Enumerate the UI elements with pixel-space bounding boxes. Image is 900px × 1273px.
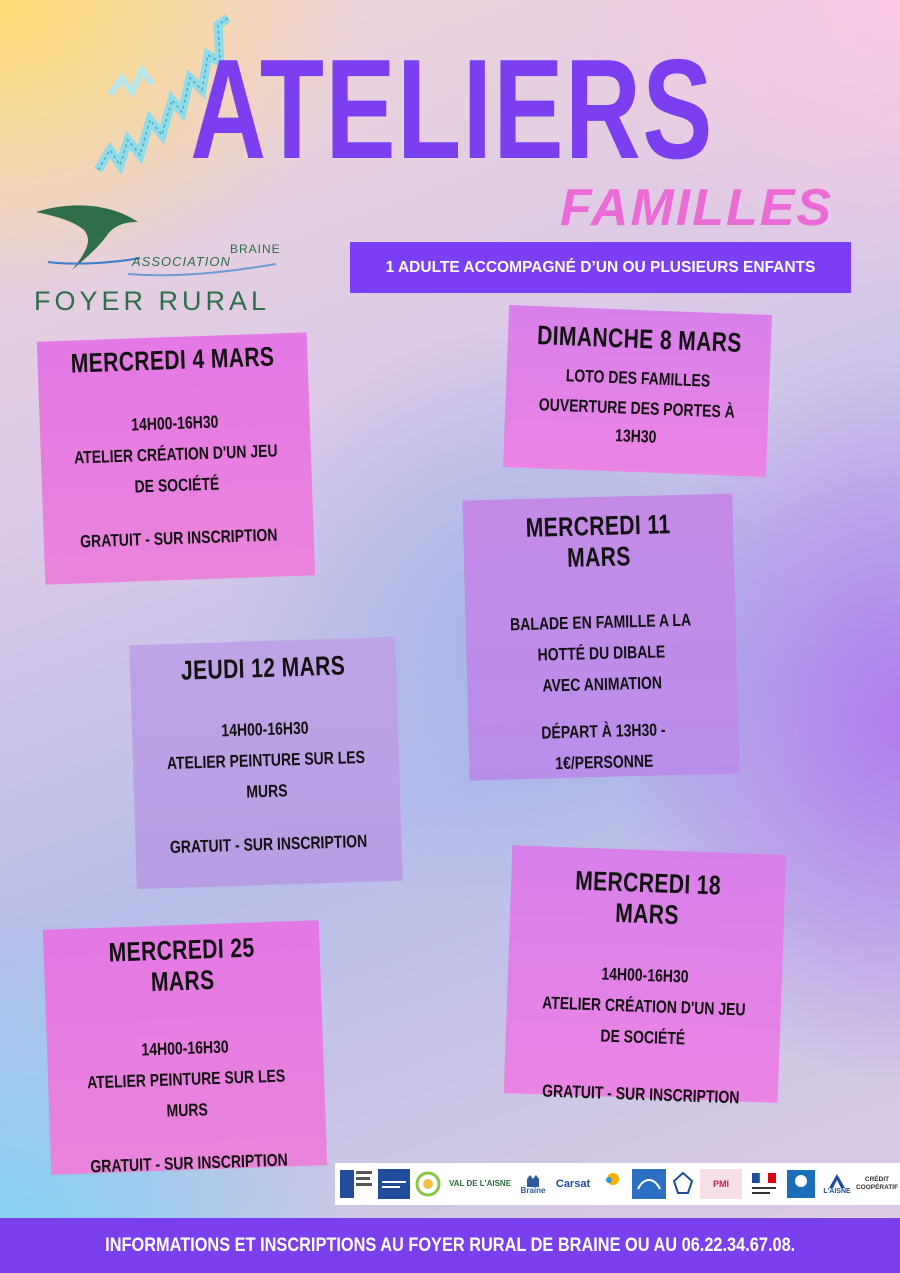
event-line: MURS bbox=[166, 1099, 209, 1121]
event-note: DÉPART À 13H30 - bbox=[541, 719, 666, 743]
event-line: DE SOCIÉTÉ bbox=[134, 473, 220, 497]
foyer-rural-logo bbox=[28, 200, 298, 320]
event-card-mercredi-11-mars bbox=[462, 494, 739, 781]
event-line: ATELIER CRÉATION D'UN JEU bbox=[541, 992, 746, 1020]
aisne-logo-text: L'AISNE bbox=[823, 1188, 851, 1195]
event-note: GRATUIT - SUR INSCRIPTION bbox=[90, 1149, 288, 1177]
republique-logo bbox=[747, 1169, 781, 1199]
event-note: GRATUIT - SUR INSCRIPTION bbox=[79, 524, 278, 552]
agence-logo bbox=[599, 1169, 627, 1199]
event-line: 13H30 bbox=[614, 425, 657, 447]
caf-logo bbox=[786, 1169, 816, 1199]
event-date: MERCREDI 11 MARS bbox=[525, 509, 671, 573]
msa-logo bbox=[339, 1169, 373, 1199]
carsat-logo: Carsat bbox=[555, 1178, 591, 1190]
page-title: ATELIERS bbox=[190, 30, 714, 189]
logo-braine-text: BRAINE bbox=[230, 242, 281, 256]
footer-info-bar bbox=[0, 1218, 900, 1273]
region-logo bbox=[671, 1169, 695, 1199]
page-subtitle: FAMILLES bbox=[560, 179, 834, 237]
event-note: 1€/PERSONNE bbox=[555, 750, 654, 774]
event-line: 14H00-16H30 bbox=[601, 963, 689, 987]
event-card-mercredi-18-mars bbox=[504, 845, 786, 1108]
parentalite-logo bbox=[632, 1169, 666, 1199]
event-date: JEUDI 12 MARS bbox=[180, 650, 346, 686]
event-card-mercredi-25-mars bbox=[43, 920, 327, 1177]
event-date: MERCREDI 25 MARS bbox=[108, 932, 256, 998]
event-line: 14H00-16H30 bbox=[221, 717, 309, 741]
braine-logo-text: Braine bbox=[520, 1186, 546, 1195]
event-line: MURS bbox=[245, 780, 288, 802]
event-note: GRATUIT - SUR INSCRIPTION bbox=[541, 1080, 740, 1108]
logo-foyer-text: FOYER RURAL bbox=[34, 286, 271, 316]
fondation-de-france-logo bbox=[378, 1169, 410, 1199]
event-line: OUVERTURE DES PORTES À bbox=[538, 394, 736, 422]
event-line: LOTO DES FAMILLES bbox=[565, 365, 711, 391]
event-line: DE SOCIÉTÉ bbox=[600, 1025, 686, 1049]
aisne-logo bbox=[821, 1169, 853, 1199]
footer-text: INFORMATIONS ET INSCRIPTIONS AU FOYER RURAL DE BRAINE OU AU 06.22.34.67.08. bbox=[104, 1234, 796, 1256]
event-line: HOTTÉ DU DIBALE bbox=[537, 641, 666, 665]
event-line: ATELIER PEINTURE SUR LES bbox=[166, 746, 366, 774]
event-date: MERCREDI 18 MARS bbox=[574, 865, 722, 931]
logo-association-text: ASSOCIATION bbox=[132, 254, 231, 269]
event-line: BALADE EN FAMILLE A LA bbox=[509, 609, 692, 635]
event-note: GRATUIT - SUR INSCRIPTION bbox=[169, 830, 368, 858]
event-date: MERCREDI 4 MARS bbox=[70, 341, 275, 379]
partner-logos-bar bbox=[335, 1163, 900, 1205]
tagline-banner: 1 ADULTE ACCOMPAGNÉ D’UN OU PLUSIEURS ENFANTS bbox=[350, 242, 851, 293]
event-line: 14H00-16H30 bbox=[141, 1036, 229, 1060]
event-line: AVEC ANIMATION bbox=[542, 672, 663, 696]
pmi-logo bbox=[700, 1169, 742, 1199]
circle-logo bbox=[415, 1169, 441, 1199]
event-card-jeudi-12-mars bbox=[129, 637, 403, 889]
braine-logo bbox=[519, 1169, 547, 1199]
pmi-logo-text: PMI bbox=[712, 1179, 729, 1189]
credit-cooperatif-logo: CRÉDIT COOPÉRATIF bbox=[855, 1176, 899, 1191]
event-line: ATELIER PEINTURE SUR LES bbox=[86, 1065, 286, 1093]
event-card-mercredi-4-mars bbox=[37, 332, 315, 584]
event-card-dimanche-8-mars bbox=[503, 305, 772, 477]
val-de-laisne-logo: VAL DE L'AISNE bbox=[448, 1179, 512, 1188]
event-line: 14H00-16H30 bbox=[130, 411, 219, 435]
event-date: DIMANCHE 8 MARS bbox=[536, 320, 743, 358]
event-line: ATELIER CRÉATION D'UN JEU bbox=[73, 440, 278, 468]
